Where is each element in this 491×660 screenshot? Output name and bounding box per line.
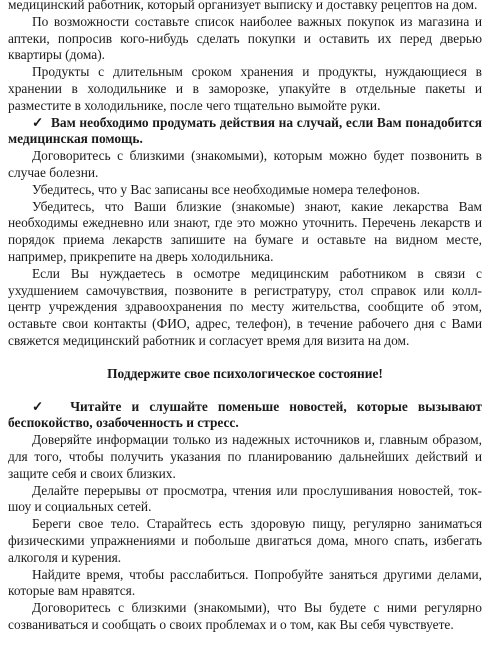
paragraph-medicines-list: Убедитесь, что Ваши близкие (знакомые) знают, какие лекарства Вам необходимы ежедневно или знают, где это можно уточнить. Перечень лекарств и порядок приема лекарств запишите на бумаге и оставьте на видном месте, например, прикрепите на дверь холодильника.: [8, 198, 482, 264]
checkmark-icon: ✓: [32, 398, 50, 414]
paragraph-news-heading: [8, 399, 482, 433]
paragraph-take-breaks: Делайте перерывы от просмотра, чтения или прослушивания новостей, ток-шоу и социальных сетей.: [8, 482, 482, 515]
checkmark-icon: ✓: [32, 114, 44, 130]
paragraph-prescription-delivery: медицинский работник, который организует выписку и доставку рецептов на дом.: [8, 0, 478, 12]
section-heading-psychological: Поддержите свое психологическое состояние!: [107, 365, 383, 381]
paragraph-food-storage: Продукты с длительным сроком хранения и продукты, нуждающиеся в хранении в холодильнике и в заморозке, упакуйте в отдельные пакеты и разместите в холодильнике, после чего тщательно вымойте руки.: [8, 64, 482, 113]
paragraph-contact-relatives: Договоритесь с близкими (знакомыми), которым можно будет позвонить в случае болезни.: [8, 148, 482, 180]
paragraph-trusted-sources: Доверяйте информации только из надежных источников и, главным образом, для того, чтобы получить указания по планированию дальнейших действий и защите себя и своих близких.: [8, 432, 482, 481]
paragraph-shopping-list: По возможности составьте список наиболее важных покупок из магазина и аптеки, попросив кого-нибудь сделать покупки и оставить их перед дверью квартиры (дома).: [8, 13, 482, 63]
paragraph-phone-numbers: Убедитесь, что у Вас записаны все необходимые номера телефонов.: [32, 181, 420, 197]
news-heading-text: Читайте и слушайте поменьше новостей, которые вызывают беспокойство, озабоченность и стресс.: [8, 398, 482, 431]
paragraph-take-care-body: Береги свое тело. Старайтесь есть здоровую пищу, регулярно заниматься физическими упражнениями и побольше двигаться дома, много спать, избегать алкоголя и курения.: [8, 516, 482, 565]
paragraph-medical-help-heading: [8, 115, 482, 149]
medical-help-heading-text: Вам необходимо продумать действия на случай, если Вам понадобится медицинская помощь.: [8, 114, 482, 147]
paragraph-relax: Найдите время, чтобы расслабиться. Попробуйте заняться другими делами, которые вам нравятся.: [8, 566, 482, 599]
paragraph-call-registry: Если Вы нуждаетесь в осмотре медицинским работником в связи с ухудшением самочувствия, позвоните в регистратуру, стол справок или колл-центр учреждения здравоохранения по месту жительства, сообщите об этом, оставьте свои контакты (ФИО, адрес, телефон), в течение рабочего дня с Вами свяжется медицинский работник и согласует время для визита на дом.: [8, 265, 482, 348]
paragraph-regular-calls: Договоритесь с близкими (знакомыми), что Вы будете с ними регулярно созваниваться и сообщать о своих проблемах и о том, как Вы себя чувствуете.: [8, 600, 482, 632]
